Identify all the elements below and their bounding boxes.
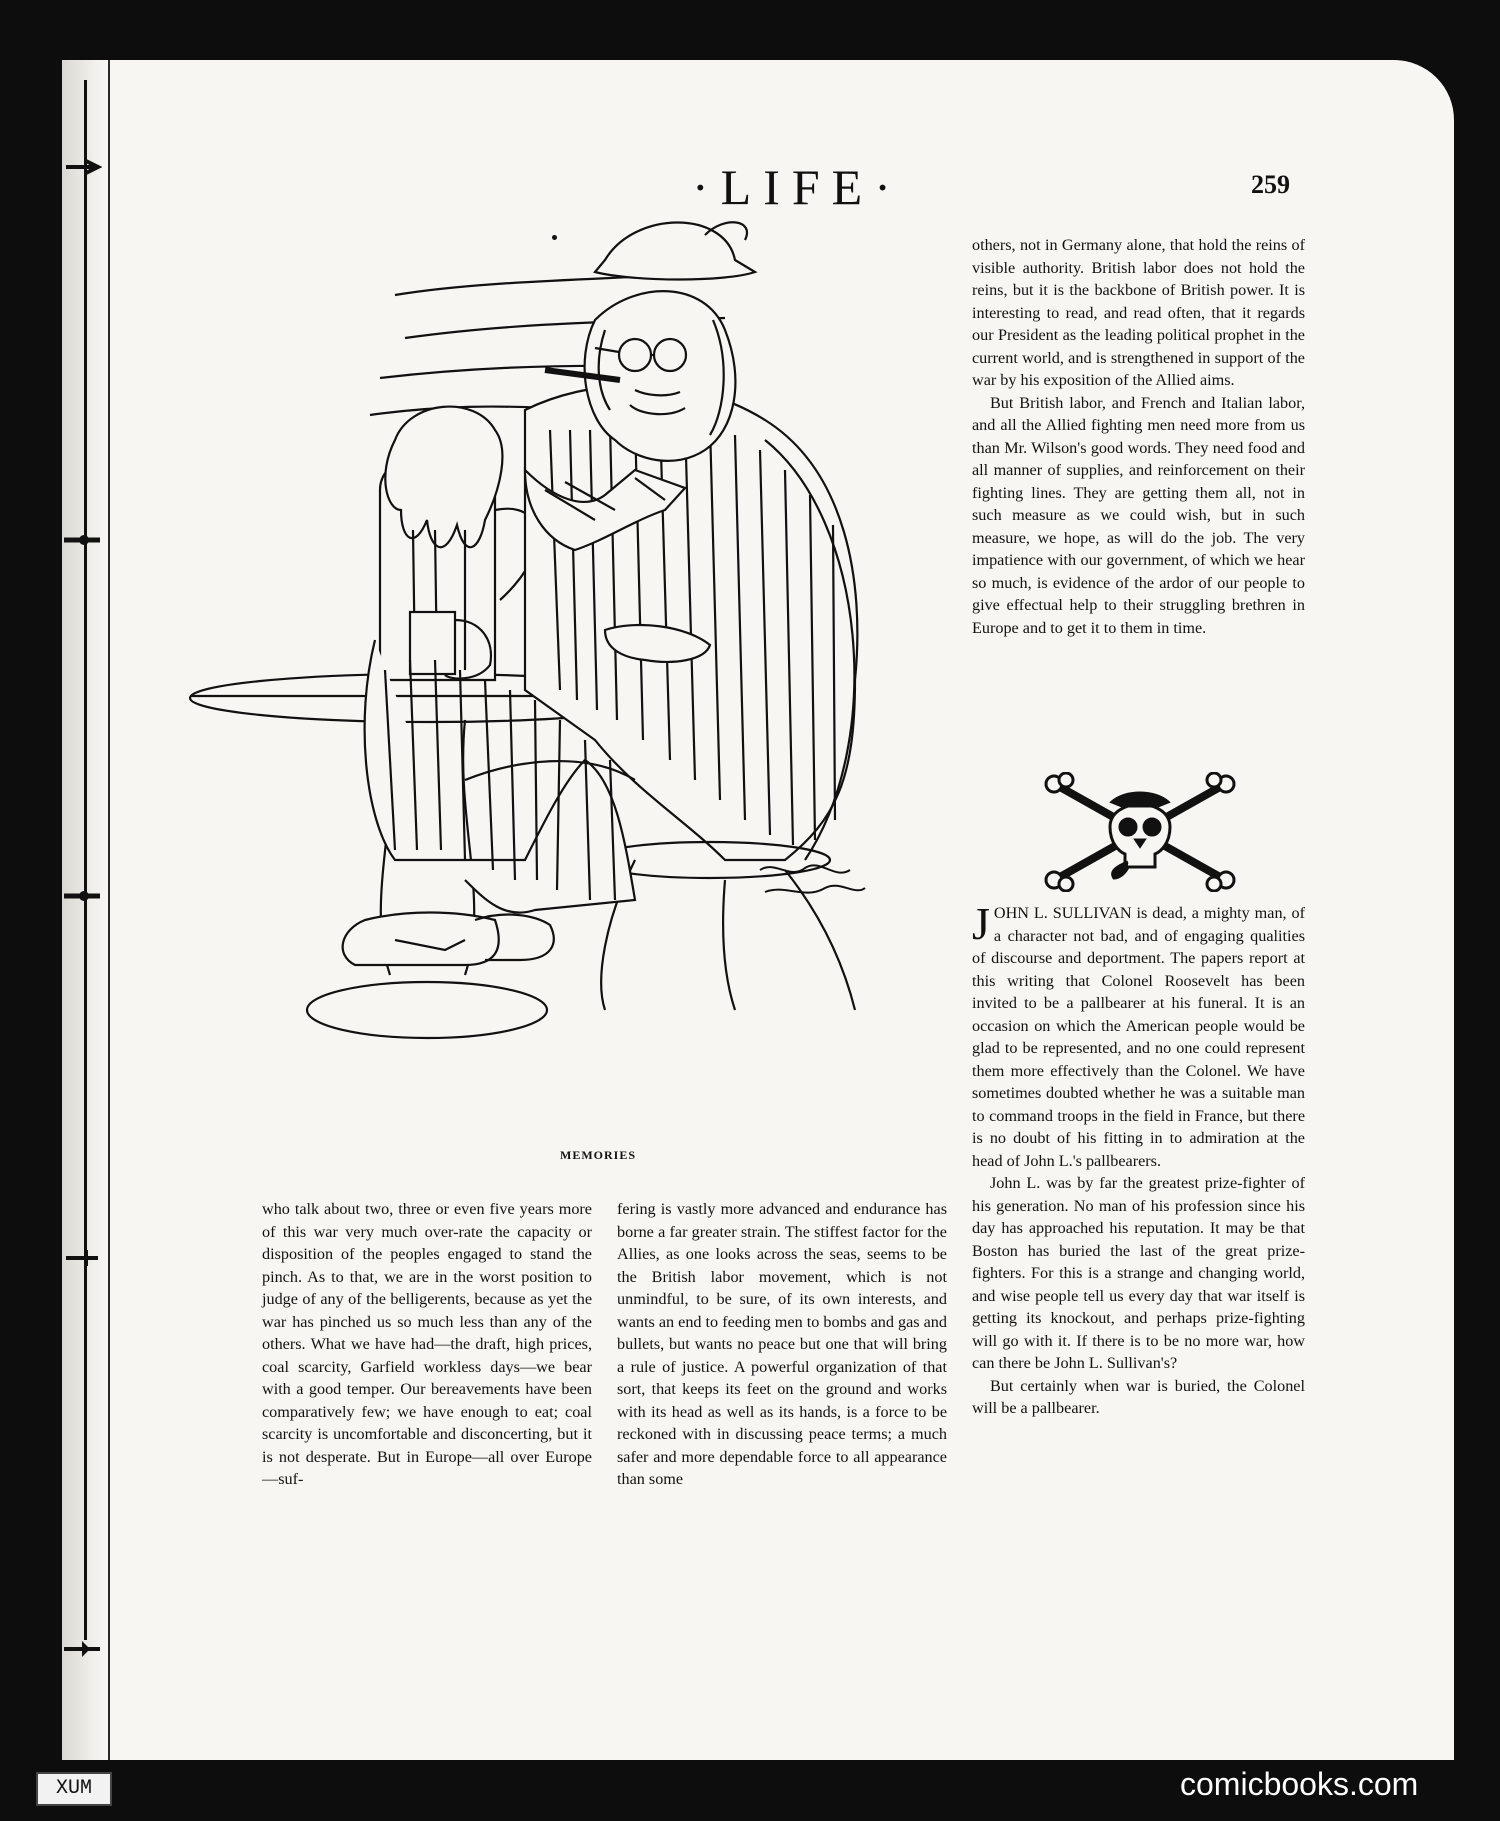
drop-cap: J bbox=[972, 898, 990, 949]
text-column-middle bbox=[617, 1198, 947, 1491]
binding-mark-icon bbox=[62, 155, 102, 179]
binding-mark-icon bbox=[62, 884, 102, 908]
paragraph: But certainly when war is buried, the Colonel will be a pallbearer. bbox=[972, 1376, 1305, 1417]
binding-mark-icon bbox=[62, 528, 102, 552]
paragraph: OHN L. SULLIVAN is dead, a mighty man, of a character not bad, and of engaging qualities of discourse and deportment. The papers report at this writing that Colonel Roosevelt has been invited to be a pallbearer at his funeral. It is an occasion on which the American people would be glad to be represented, and no one could represent them more effectively than the Colonel. We have sometimes doubted whether he was a suitable man to command troops in the field in France, but there is no doubt of his fitting in to admiration at the head of John L.'s pallbearers. bbox=[972, 904, 1305, 1170]
binding-spine bbox=[84, 80, 87, 1640]
skull-and-crossbones-icon bbox=[1040, 772, 1240, 892]
archive-tag: XUM bbox=[36, 1772, 112, 1806]
illustration-caption: MEMORIES bbox=[560, 1148, 637, 1162]
binding-mark-icon bbox=[62, 1637, 102, 1661]
paragraph: fering is vastly more advanced and endurance has borne a far greater strain. The stiffest factor for the Allies, as one looks across the seas, seems to be the British labor movement, which is not unmindful, to be sure, of its own interests, and wants an end to feeding men to bombs and gas and bullets, but wants no peace but one that will bring a rule of justice. A powerful organization of that sort, that keeps its feet on the ground and works with its head as well as its hands, is a force to be reckoned with in discussing peace terms; a much safer and more dependable force to all appearance than some bbox=[617, 1200, 947, 1488]
article-opening bbox=[972, 898, 1305, 1172]
text-column-right-bottom bbox=[972, 898, 1305, 1420]
paragraph: who talk about two, three or even five years more of this war very much over-rate the capacity or disposition of the peoples engaged to stand the pinch. As to that, we are in the worst position to judge of any of the belligerents, because as yet the war has pinched us so much less than any of the others. What we have had—the draft, high prices, coal scarcity, Garfield workless days—we bear with a good temper. Our bereavements have been comparatively few; we have enough to eat; coal scarcity is uncomfortable and disconcerting, but it is not desperate. But in Europe—all over Europe—suf- bbox=[262, 1200, 592, 1488]
cartoon-old-man-icon bbox=[165, 220, 965, 1150]
watermark: comicbooks.com bbox=[1180, 1766, 1419, 1802]
paragraph: others, not in Germany alone, that hold the reins of visible authority. British labor does not hold the reins, but it is the backbone of British power. It is interesting to read, and read often, that it regards our President as the leading political prophet in the current world, and is strengthened in support of the war by his exposition of the Allied aims. bbox=[972, 236, 1305, 389]
binding-mark-icon bbox=[62, 1246, 102, 1270]
text-column-right-top bbox=[972, 234, 1305, 639]
page-number: 259 bbox=[1251, 170, 1290, 199]
running-head: ·LIFE· bbox=[692, 159, 903, 215]
paragraph: John L. was by far the greatest prize-fighter of his generation. No man of his profession since his day has approached his reputation. It may be that Boston has buried the last of the great prize-fighters. For this is a strange and changing world, and wise people tell us every day that war itself is getting its knockout, and perhaps prize-fighting will go with it. If there is to be no more war, how can there be John L. Sullivan's? bbox=[972, 1174, 1305, 1372]
text-column-left bbox=[262, 1198, 592, 1491]
paragraph: But British labor, and French and Italian labor, and all the Allied fighting men need more from us than Mr. Wilson's good words. They need food and all manner of supplies, and reinforcement on their fighting lines. They are getting them all, not in such measure as we could wish, but in such measure, we hope, as will do the job. The very impatience with our government, of which we hear so much, is evidence of the ardor of our people to give effectual help to their struggling brethren in Europe and to get it to them in time. bbox=[972, 393, 1305, 637]
